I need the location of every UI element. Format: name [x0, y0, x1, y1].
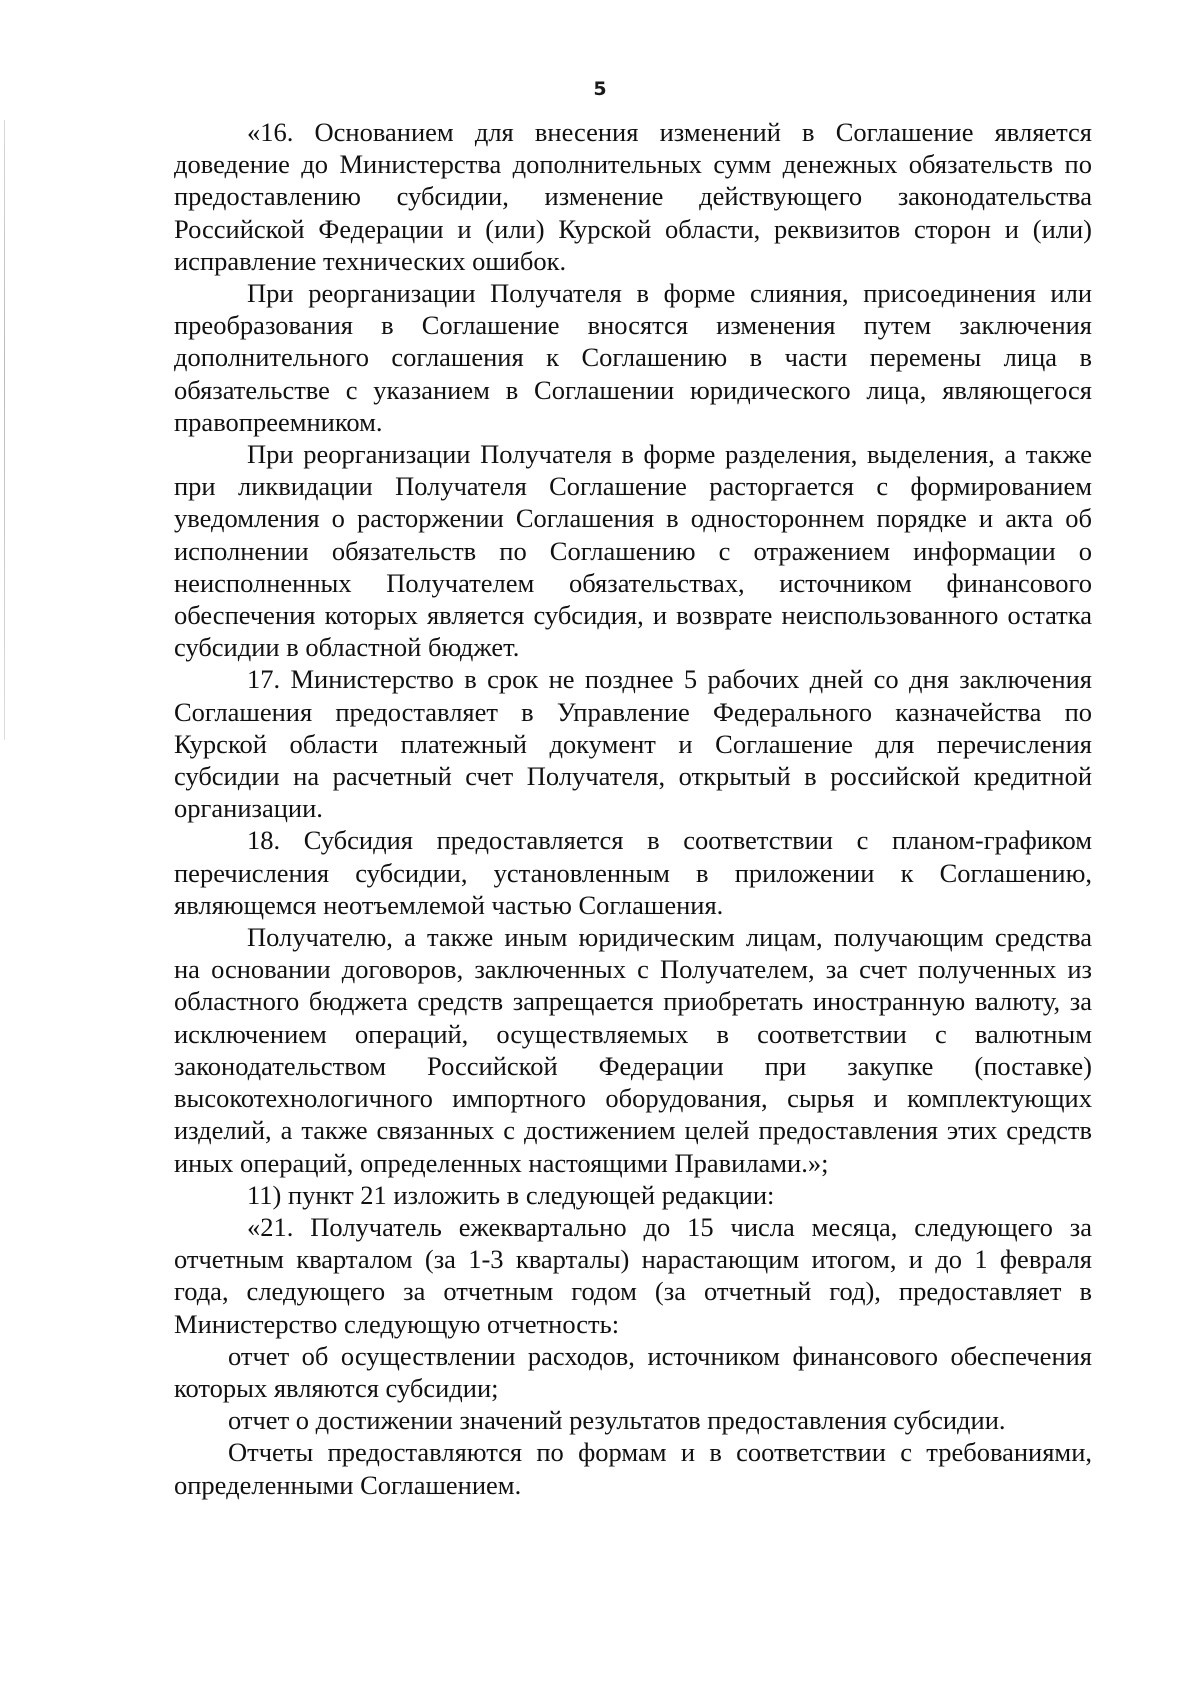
paragraph-results-report: отчет о достижении значений результатов предоставления субсидии. — [228, 1405, 1006, 1436]
paragraph-16: «16. Основанием для внесения изменений в Соглашение является доведение до Министерства дополнительных сумм денежных обязательств по предоставлению субсидии, изменение действующего законодательства Российской Федерации и (или) Курской области, реквизитов сторон и (или) исправление технических ошибок. — [174, 117, 1092, 276]
paragraph-expense-report: отчет об осуществлении расходов, источником финансового обеспечения которых являются субсидии; — [174, 1340, 1092, 1403]
paragraph-reorganization-merger: При реорганизации Получателя в форме слияния, присоединения или преобразования в Соглашение вносятся изменения путем заключения дополнительного соглашения к Соглашению в части перемены лица в обязательстве с указанием в Соглашении юридического лица, являющегося правопреемником. — [174, 278, 1092, 437]
paragraph-currency-restriction: Получателю, а также иным юридическим лицам, получающим средства на основании договоров, заключенных с Получателем, за счет полученных из областного бюджета средств запрещается приобретать иностранную валюту, за исключением операций, осуществляемых в соответствии с валютным законодательством Российской Федерации при закупке (поставке) высокотехнологичного импортного оборудования, сырья и комплектующих изделий, а также связанных с достижением целей предоставления этих средств иных операций, определенных настоящими Правилами.»; — [174, 922, 1092, 1178]
paragraph-18: 18. Субсидия предоставляется в соответствии с планом-графиком перечисления субсидии, установленным в приложении к Соглашению, являющемся неотъемлемой частью Соглашения. — [174, 825, 1092, 920]
paragraph-report-forms: Отчеты предоставляются по формам и в соответствии с требованиями, определенными Соглашением. — [174, 1437, 1092, 1500]
paragraph-17: 17. Министерство в срок не позднее 5 рабочих дней со дня заключения Соглашения предоставляет в Управление Федерального казначейства по Курской области платежный документ и Соглашение для перечисления субсидии на расчетный счет Получателя, открытый в российской кредитной организации. — [174, 664, 1092, 824]
paragraph-21: «21. Получатель ежеквартально до 15 числа месяца, следующего за отчетным кварталом (за 1-3 кварталы) нарастающим итогом, и до 1 февраля года, следующего за отчетным годом (за отчетный год), предоставляет в Министерство следующую отчетность: — [174, 1211, 1092, 1339]
scan-edge-line — [4, 120, 5, 740]
paragraph-amendment-11: 11) пункт 21 изложить в следующей редакции: — [247, 1179, 775, 1210]
document-body — [174, 116, 1092, 1501]
paragraph-reorganization-division: При реорганизации Получателя в форме разделения, выделения, а также при ликвидации Получателя Соглашение расторгается с формированием уведомления о расторжении Соглашения в одностороннем порядке и акта об исполнении обязательств по Соглашению с отражением информации о неисполненных Получателем обязательствах, источником финансового обеспечения которых является субсидия, и возврате неиспользованного остатка субсидии в областной бюджет. — [174, 439, 1092, 663]
page-number: 5 — [593, 78, 607, 100]
